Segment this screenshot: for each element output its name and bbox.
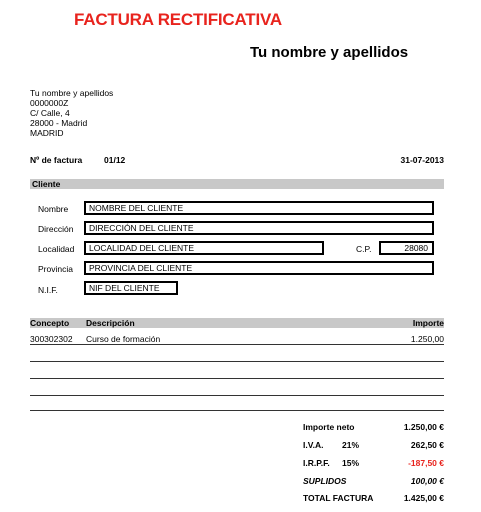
lines-header-bar (30, 318, 444, 328)
issuer-city: 28000 - Madrid (30, 118, 88, 128)
issuer-region: MADRID (30, 128, 64, 138)
invoice-date: 31-07-2013 (400, 155, 444, 165)
client-name-label: Nombre (38, 204, 69, 214)
amount-header: Importe (412, 318, 444, 328)
iva-value: 262,50 € (410, 440, 444, 450)
line-divider (30, 410, 444, 411)
iva-label: I.V.A. (303, 440, 324, 450)
line-divider (30, 361, 444, 362)
issuer-heading: Tu nombre y apellidos (250, 44, 409, 61)
client-name-field[interactable]: NOMBRE DEL CLIENTE (84, 201, 434, 215)
client-address-label: Dirección (38, 224, 74, 234)
issuer-street: C/ Calle, 4 (30, 108, 70, 118)
client-city-label: Localidad (38, 244, 75, 254)
suplidos-value: 100,00 € (410, 476, 444, 486)
concept-header: Concepto (30, 318, 70, 328)
client-province-field[interactable]: PROVINCIA DEL CLIENTE (84, 261, 434, 275)
total-label: TOTAL FACTURA (303, 493, 374, 503)
suplidos-label: SUPLIDOS (303, 476, 347, 486)
client-zip-field[interactable]: 28080 (379, 241, 434, 255)
iva-rate: 21% (342, 440, 360, 450)
line-divider (30, 378, 444, 379)
client-nif-field[interactable]: NIF DEL CLIENTE (84, 281, 178, 295)
description-header: Descripción (86, 318, 135, 328)
irpf-label: I.R.P.F. (303, 458, 330, 468)
invoice-number: 01/12 (104, 155, 126, 165)
invoice-number-label: Nº de factura (30, 155, 83, 165)
client-nif-label: N.I.F. (38, 285, 58, 295)
net-amount-label: Importe neto (303, 422, 355, 432)
total-value: 1.425,00 € (403, 493, 444, 503)
client-address-field[interactable]: DIRECCIÓN DEL CLIENTE (84, 221, 434, 235)
client-city-field[interactable]: LOCALIDAD DEL CLIENTE (84, 241, 324, 255)
net-amount-value: 1.250,00 € (403, 422, 444, 432)
line-divider (30, 344, 444, 345)
line-divider (30, 395, 444, 396)
irpf-rate: 15% (342, 458, 360, 468)
client-section-bar (30, 179, 444, 189)
client-zip-label: C.P. (356, 244, 372, 254)
issuer-tax-id: 0000000Z (30, 98, 69, 108)
line-concept: 300302302 (30, 334, 73, 344)
line-amount: 1.250,00 (410, 334, 444, 344)
line-description: Curso de formación (86, 334, 161, 344)
issuer-address (30, 88, 113, 138)
issuer-name: Tu nombre y apellidos (30, 88, 114, 98)
document-title: FACTURA RECTIFICATIVA (74, 10, 282, 29)
client-section-label: Cliente (32, 179, 61, 189)
irpf-value: -187,50 € (408, 458, 444, 468)
client-province-label: Provincia (38, 264, 73, 274)
